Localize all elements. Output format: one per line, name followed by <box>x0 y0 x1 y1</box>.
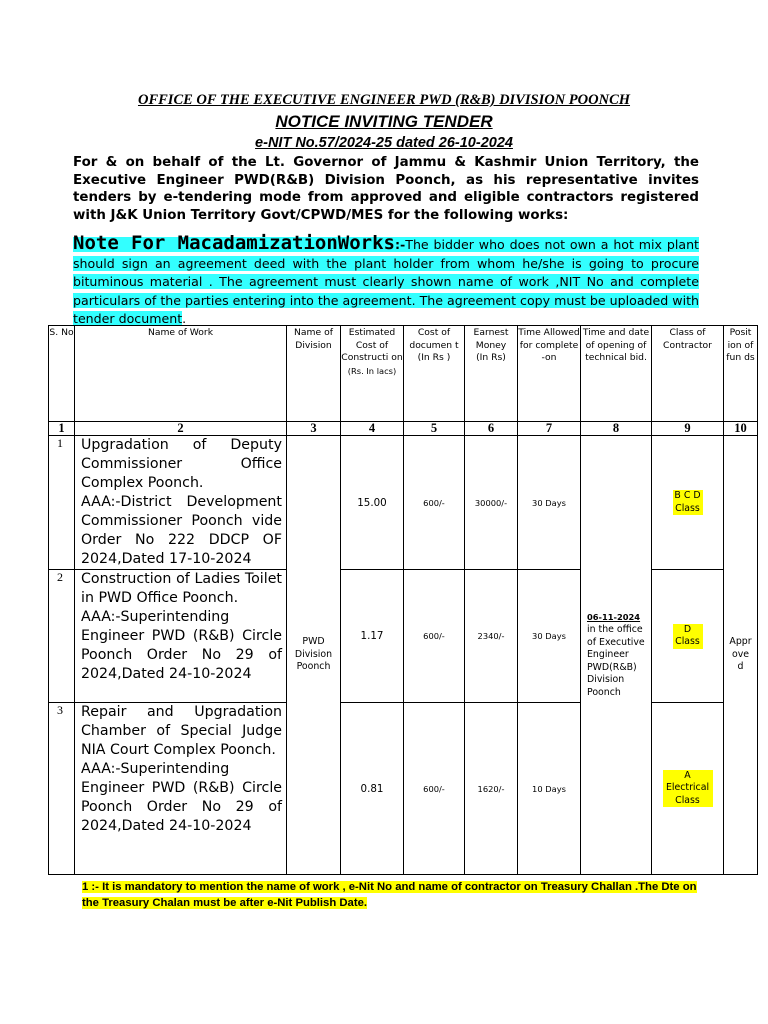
row-earnest: 1620/- <box>465 703 518 875</box>
row-doc-cost: 600/- <box>404 436 465 570</box>
row-cost: 0.81 <box>341 703 404 875</box>
col-header-name: Name of Work <box>75 326 287 422</box>
work-aaa: AAA:-District Development Commissioner Poonch vide Order No 222 DDCP OF 2024,Dated 17-10-2024 <box>81 494 282 567</box>
row-time: 30 Days <box>518 570 581 703</box>
column-number: 4 <box>341 422 404 436</box>
col-header-class: Class of Contractor <box>652 326 724 422</box>
intro-paragraph: For & on behalf of the Lt. Governor of Jammu & Kashmir Union Territory, the Executive Engineer PWD(R&B) Division Poonch, as his representative invites tenders by e-tendering mode from approved and eligible contractors registered with J&K Union Territory Govt/CPWD/MES for the following works: <box>73 155 699 223</box>
row-sno: 2 <box>49 570 75 703</box>
funds-status: Appr ove d <box>729 636 752 673</box>
col-header-doc-cost <box>404 326 465 422</box>
table-row <box>49 703 758 875</box>
treasury-footnote <box>82 880 706 911</box>
column-number: 7 <box>518 422 581 436</box>
class-badge: A Electrical Class <box>663 770 713 808</box>
division-cell: PWD Division Poonch <box>287 436 341 875</box>
row-earnest: 30000/- <box>465 436 518 570</box>
note-separator: :- <box>394 237 406 252</box>
notice-title: NOTICE INVITING TENDER <box>275 112 493 131</box>
column-number: 6 <box>465 422 518 436</box>
class-badge: B C D Class <box>674 490 701 514</box>
column-number-row <box>49 422 758 436</box>
column-number: 3 <box>287 422 341 436</box>
macadamization-note <box>73 234 699 329</box>
cost-unit: (Rs. In lacs) <box>347 365 397 376</box>
opening-place: in the office of Executive Engineer PWD(R&B) Division Poonch <box>587 624 645 698</box>
col-header-division: Name of Division <box>287 326 341 422</box>
row-time: 10 Days <box>518 703 581 875</box>
work-name: Construction of Ladies Toilet in PWD Office Poonch. <box>81 571 282 606</box>
class-badge: D Class <box>673 624 703 649</box>
column-number: 9 <box>652 422 724 436</box>
office-heading: OFFICE OF THE EXECUTIVE ENGINEER PWD (R&B) DIVISION POONCH <box>137 92 631 108</box>
note-end: . <box>182 311 187 326</box>
table-row <box>49 570 758 703</box>
cost-label: Estimated Cost of Constructi on <box>341 327 403 363</box>
column-number: 8 <box>581 422 652 436</box>
row-class <box>652 436 724 570</box>
earnest-unit: (In Rs) <box>476 352 506 363</box>
doc-cost-label: Cost of documen t <box>409 327 459 351</box>
row-class <box>652 570 724 703</box>
header-row <box>49 326 758 422</box>
row-cost: 1.17 <box>341 570 404 703</box>
opening-date: 06-11-2024 <box>587 611 641 622</box>
column-number: 1 <box>49 422 75 436</box>
doc-cost-unit: (In Rs ) <box>417 352 451 363</box>
opening-cell <box>581 436 652 875</box>
work-aaa: AAA:-Superintending Engineer PWD (R&B) Circle Poonch Order No 29 of 2024,Dated 24-10-2024 <box>81 609 282 682</box>
col-header-opening: Time and date of opening of technical bid. <box>581 326 652 422</box>
row-time: 30 Days <box>518 436 581 570</box>
work-aaa: AAA:-Superintending Engineer PWD (R&B) Circle Poonch Order No 29 of 2024,Dated 24-10-2024 <box>81 761 282 834</box>
work-name: Upgradation of Deputy Commissioner Office Complex Poonch. <box>81 437 282 491</box>
column-number: 5 <box>404 422 465 436</box>
tender-table <box>48 325 758 875</box>
note-heading: Note For MacadamizationWorks <box>73 232 395 254</box>
earnest-label: Earnest Money <box>473 327 509 351</box>
footnote-text: 1 :- It is mandatory to mention the name of work , e-Nit No and name of contractor on Treasury Challan .The Dte on the Treasury Chalan must be after e-Nit Publish Date. <box>82 881 697 909</box>
column-number: 2 <box>75 422 287 436</box>
col-header-funds: Posit ion of fun ds <box>724 326 758 422</box>
row-work <box>75 570 287 703</box>
row-work <box>75 703 287 875</box>
row-class <box>652 703 724 875</box>
row-doc-cost: 600/- <box>404 570 465 703</box>
col-header-sno: S. No <box>49 326 75 422</box>
funds-cell <box>724 436 758 875</box>
row-doc-cost: 600/- <box>404 703 465 875</box>
column-number: 10 <box>724 422 758 436</box>
work-name: Repair and Upgradation Chamber of Special Judge NIA Court Complex Poonch. <box>81 704 282 758</box>
row-work <box>75 436 287 570</box>
row-cost: 15.00 <box>341 436 404 570</box>
row-sno: 3 <box>49 703 75 875</box>
note-body: The bidder who does not own a hot mix plant should sign an agreement deed with the plant holder from whom he/she is going to procure bituminous material . The agreement must clearly shown name of work ,NIT No and complete particulars of the parties entering into the agreement. The agreement copy must be uploaded with tender document <box>73 237 699 326</box>
row-sno: 1 <box>49 436 75 570</box>
row-earnest: 2340/- <box>465 570 518 703</box>
nit-number: e-NIT No.57/2024-25 dated 26-10-2024 <box>255 135 513 151</box>
col-header-earnest <box>465 326 518 422</box>
table-row <box>49 436 758 570</box>
col-header-time: Time Allowed for complete -on <box>518 326 581 422</box>
col-header-cost <box>341 326 404 422</box>
